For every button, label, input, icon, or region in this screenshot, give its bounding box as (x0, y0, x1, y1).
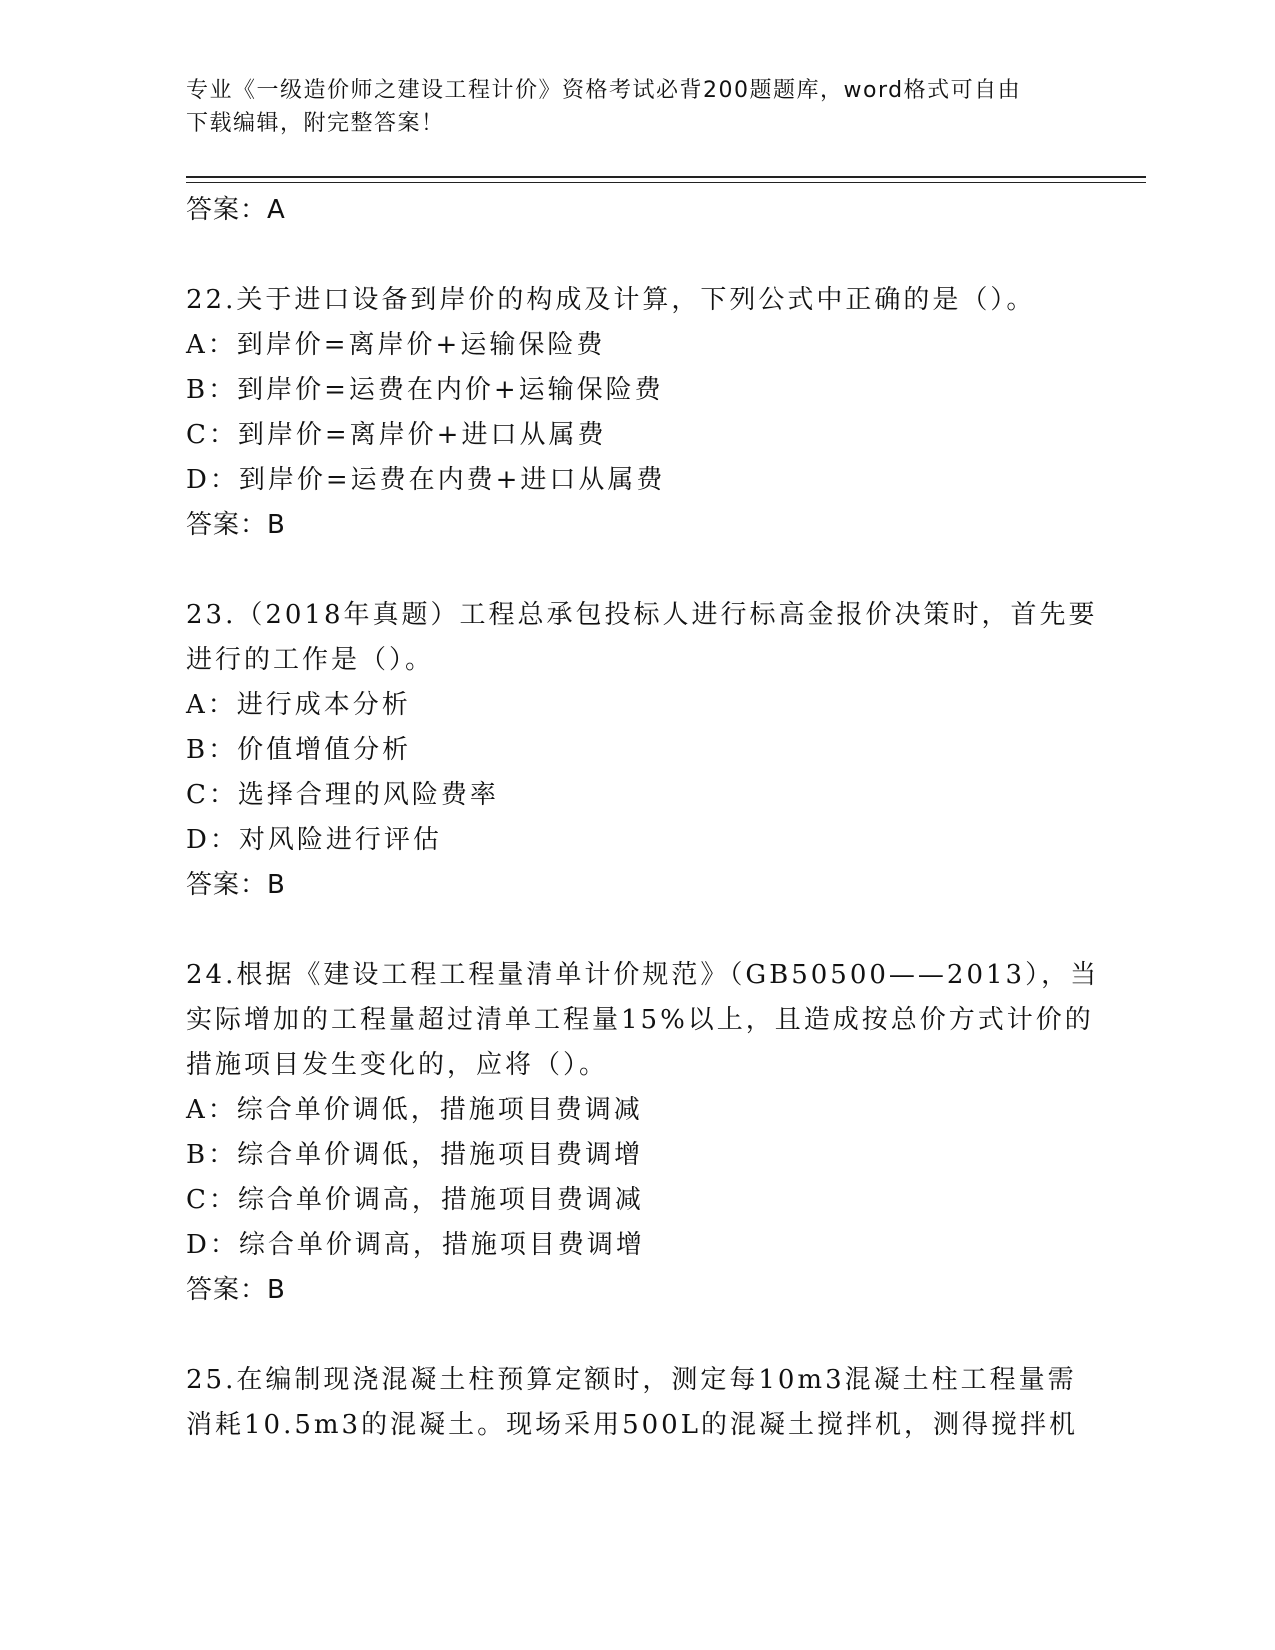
question-24 (186, 953, 1100, 1313)
option-c: C：到岸价=离岸价+进口从属费 (186, 420, 607, 450)
question-stem-line: 22.关于进口设备到岸价的构成及计算，下列公式中正确的是（）。 (186, 285, 1036, 315)
answer-q22: 答案：B (186, 510, 286, 540)
spacer (186, 908, 1086, 953)
spacer (186, 548, 1086, 593)
option-b: B：综合单价调低，措施项目费调增 (186, 1140, 644, 1170)
answer-q24: 答案：B (186, 1275, 286, 1305)
question-23 (186, 593, 1098, 908)
question-stem-line: 措施项目发生变化的，应将（）。 (186, 1050, 609, 1080)
option-d: D：综合单价调高，措施项目费调增 (186, 1230, 645, 1260)
question-stem-line: 消耗10.5m3的混凝土。现场采用500L的混凝土搅拌机，测得搅拌机 (186, 1410, 1078, 1440)
option-c: C：选择合理的风险费率 (186, 780, 499, 810)
option-d: D：对风险进行评估 (186, 825, 442, 855)
header-divider-thin (186, 182, 1146, 183)
header-line-1: 专业《一级造价师之建设工程计价》资格考试必背200题题库，word格式可自由 (186, 78, 1022, 103)
header-line-2: 下载编辑，附完整答案！ (186, 111, 445, 136)
question-list (186, 188, 1100, 1448)
option-a: A：综合单价调低，措施项目费调减 (186, 1095, 643, 1125)
option-a: A：进行成本分析 (186, 690, 411, 720)
answer-q23: 答案：B (186, 870, 286, 900)
option-d: D：到岸价=运费在内费+进口从属费 (186, 465, 666, 495)
question-25 (186, 1358, 1086, 1448)
document-header (186, 74, 1066, 140)
spacer (186, 1313, 1086, 1358)
option-a: A：到岸价=离岸价+运输保险费 (186, 330, 606, 360)
question-stem-line: 进行的工作是（）。 (186, 645, 435, 675)
answer-q21: 答案：A (186, 195, 286, 225)
question-stem-line: 24.根据《建设工程工程量清单计价规范》（GB50500——2013），当 (186, 960, 1100, 990)
question-stem-line: 23.（2018年真题）工程总承包投标人进行标高金报价决策时，首先要 (186, 600, 1098, 630)
option-c: C：综合单价调高，措施项目费调减 (186, 1185, 644, 1215)
question-stem-line: 实际增加的工程量超过清单工程量15%以上，且造成按总价方式计价的 (186, 1005, 1094, 1035)
option-b: B：到岸价=运费在内价+运输保险费 (186, 375, 664, 405)
question-22 (186, 278, 1086, 548)
question-stem-line: 25.在编制现浇混凝土柱预算定额时，测定每10m3混凝土柱工程量需 (186, 1365, 1077, 1395)
header-divider-thick (186, 176, 1146, 178)
option-b: B：价值增值分析 (186, 735, 412, 765)
spacer (186, 233, 1086, 278)
